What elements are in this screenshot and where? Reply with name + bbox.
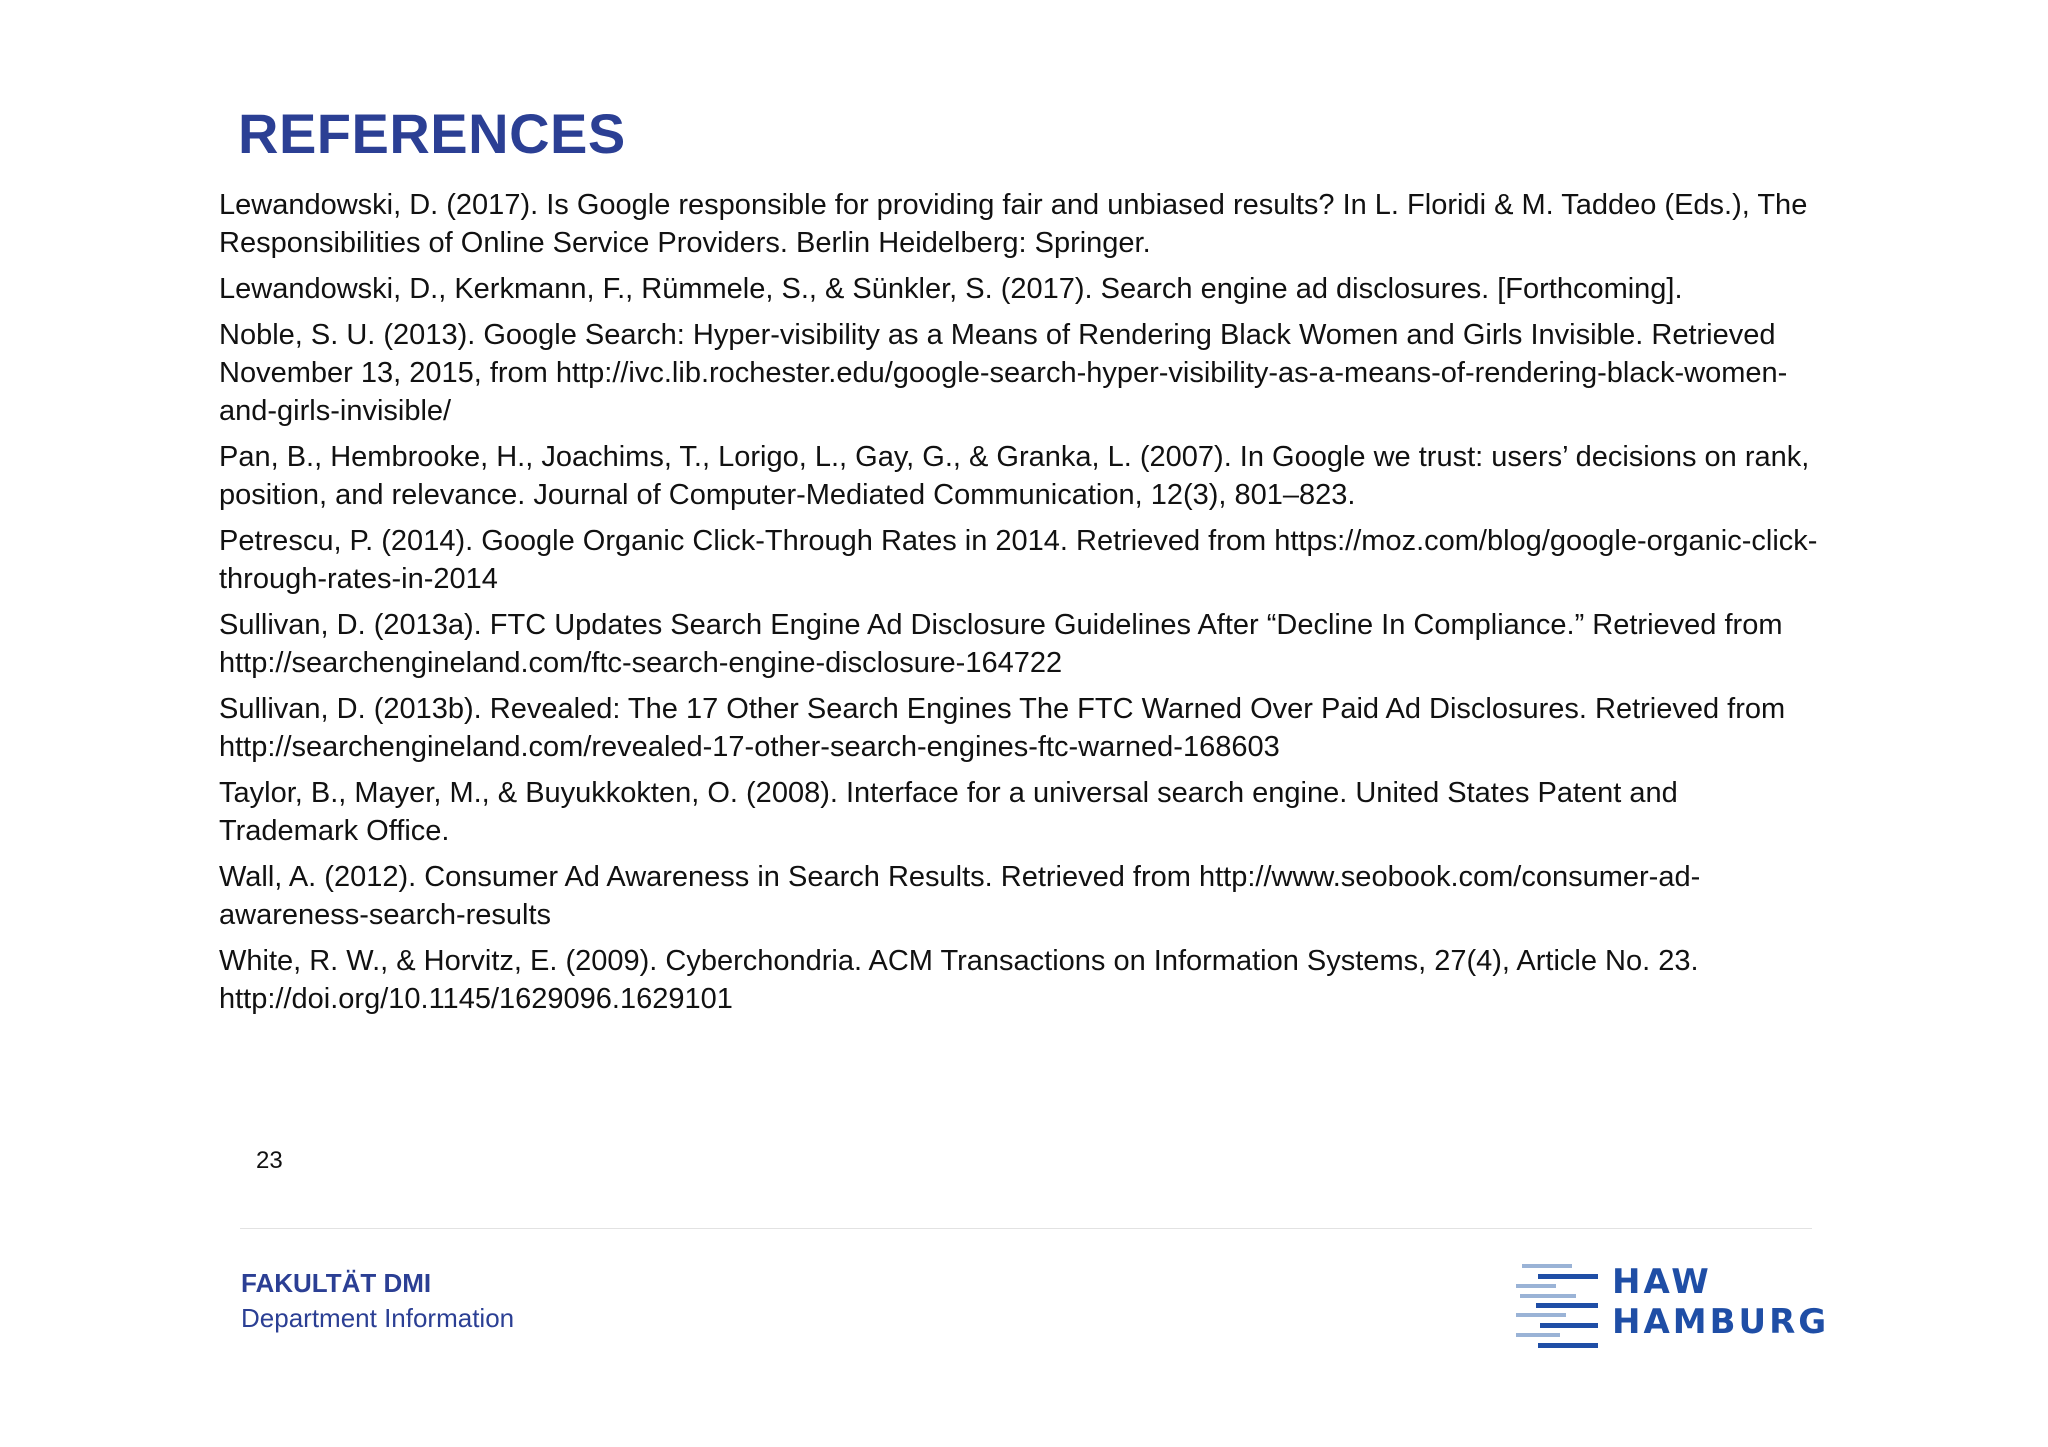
reference-item: Noble, S. U. (2013). Google Search: Hyper-visibility as a Means of Rendering Black Women and Girls Invisible. Retrieved November 13, 2015, from http://ivc.lib.rochester.edu/google-search-hyper-visibility-as-a-means-of-rendering-black-women-and-girls-invisible/: [219, 319, 1788, 427]
reference-item: Petrescu, P. (2014). Google Organic Click-Through Rates in 2014. Retrieved from https://moz.com/blog/google-organic-click-through-rates-in-2014: [219, 525, 1818, 595]
reference-item: Lewandowski, D. (2017). Is Google responsible for providing fair and unbiased results? In L. Floridi & M. Taddeo (Eds.), The Responsibilities of Online Service Providers. Berlin Heidelberg: Springer.: [219, 189, 1808, 259]
reference-item: Taylor, B., Mayer, M., & Buyukkokten, O. (2008). Interface for a universal search engine. United States Patent and Trademark Office.: [219, 777, 1678, 847]
department-label: Department Information: [241, 1303, 515, 1333]
reference-item: White, R. W., & Horvitz, E. (2009). Cyberchondria. ACM Transactions on Information Systems, 27(4), Article No. 23. http://doi.org/10.1145/1629096.1629101: [219, 945, 1699, 1015]
reference-item: Sullivan, D. (2013b). Revealed: The 17 Other Search Engines The FTC Warned Over Paid Ad Disclosures. Retrieved from http://searchengineland.com/revealed-17-other-search-engines-ftc-warned-168603: [219, 693, 1786, 763]
page-number: 23: [256, 1147, 283, 1174]
page-title: REFERENCES: [238, 102, 626, 165]
reference-item: Pan, B., Hembrooke, H., Joachims, T., Lorigo, L., Gay, G., & Granka, L. (2007). In Google we trust: users’ decisions on rank, position, and relevance. Journal of Computer-Mediated Communication, 12(3), 801–823.: [219, 441, 1810, 511]
haw-hamburg-stripes-logo-icon: [1516, 1262, 1598, 1350]
reference-list: [219, 186, 1819, 1026]
reference-item: Sullivan, D. (2013a). FTC Updates Search Engine Ad Disclosure Guidelines After “Decline In Compliance.” Retrieved from http://searchengineland.com/ftc-search-engine-disclosure-164722: [219, 609, 1783, 679]
reference-item: Lewandowski, D., Kerkmann, F., Rümmele, S., & Sünkler, S. (2017). Search engine ad disclosures. [Forthcoming].: [219, 273, 1683, 305]
reference-item: Wall, A. (2012). Consumer Ad Awareness in Search Results. Retrieved from http://www.seobook.com/consumer-ad-awareness-search-results: [219, 861, 1701, 931]
footer-divider: [240, 1228, 1812, 1229]
faculty-label: FAKULTÄT DMI: [241, 1268, 432, 1298]
haw-hamburg-logo: [1516, 1262, 1830, 1352]
logo-text-hamburg: HAMBURG: [1612, 1302, 1830, 1342]
logo-text-haw: HAW: [1612, 1262, 1712, 1302]
